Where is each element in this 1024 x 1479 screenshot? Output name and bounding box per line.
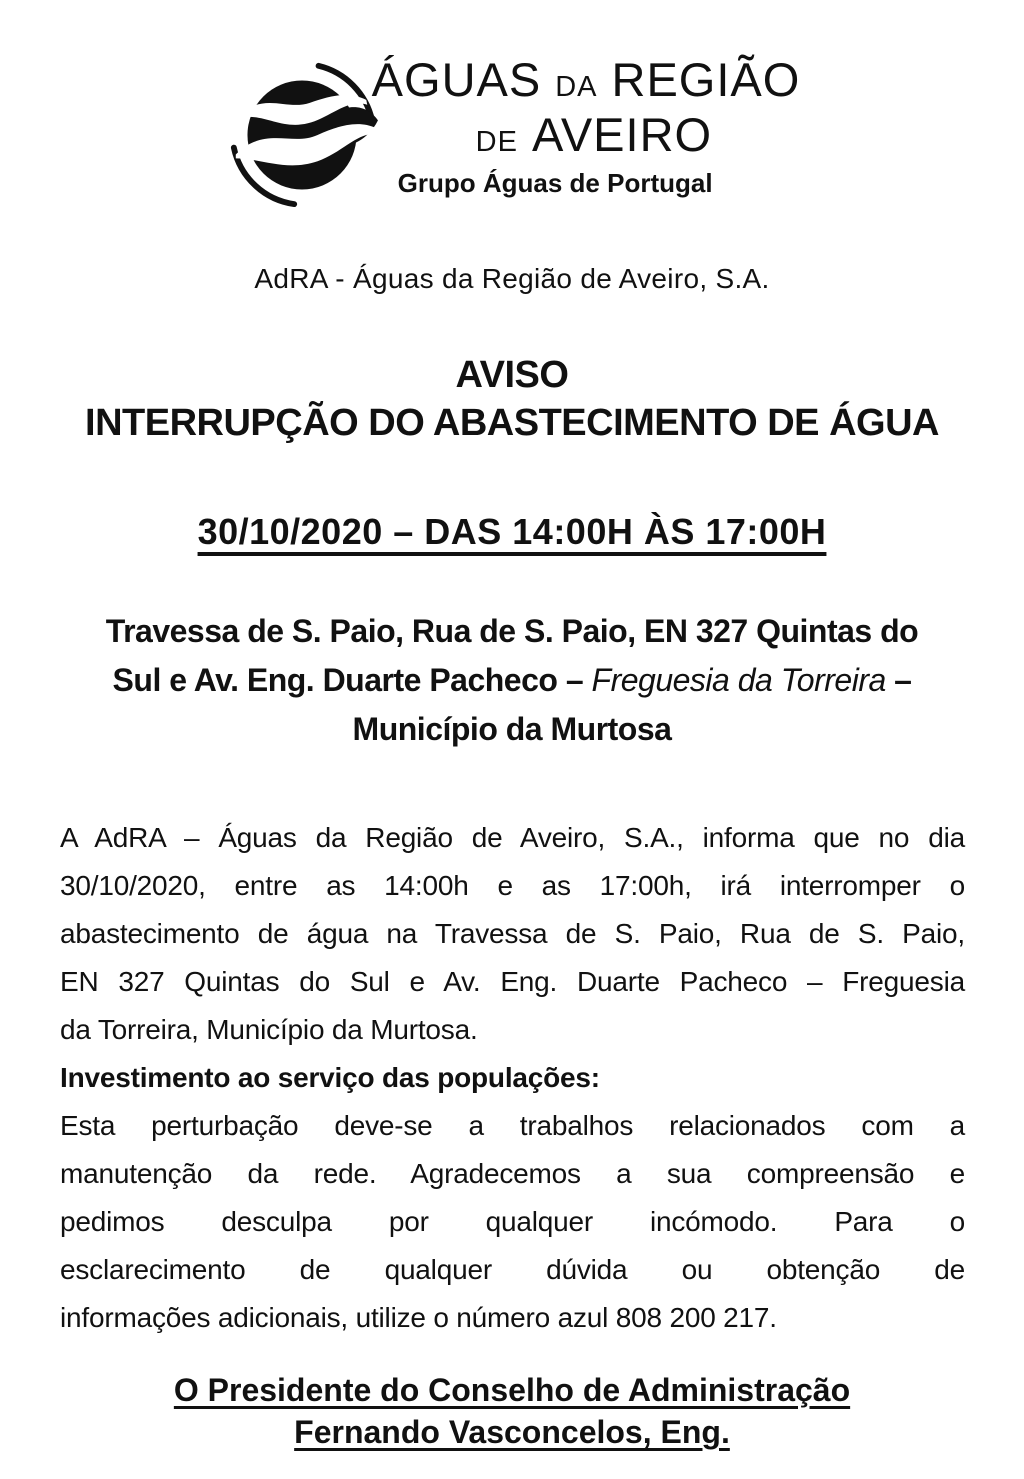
body-line: 30/10/2020, entre as 14:00h e as 17:00h, irá interromper o: [60, 870, 965, 901]
company-name-line: AdRA - Águas da Região de Aveiro, S.A.: [254, 263, 770, 294]
location-line1: Travessa de S. Paio, Rua de S. Paio, EN 327 Quintas do: [105, 613, 919, 649]
notice-title-line2: INTERRUPÇÃO DO ABASTECIMENTO DE ÁGUA: [85, 402, 939, 444]
brand-line-1: [371, 53, 801, 106]
body-subheading: Investimento ao serviço das populações:: [60, 1062, 600, 1093]
interruption-schedule: [0, 511, 1024, 553]
body-line: Esta perturbação deve-se a trabalhos relacionados com a: [60, 1110, 965, 1141]
brand-de: DE: [475, 126, 518, 158]
schedule-text: 30/10/2020 – DAS 14:00H ÀS 17:00H: [197, 511, 827, 552]
brand-line-2: [475, 108, 801, 161]
notice-title-line1: AVISO: [455, 354, 569, 396]
notice-body: [0, 814, 1024, 1342]
brand-aguas: ÁGUAS: [371, 53, 542, 106]
body-line: abastecimento de água na Travessa de S. Paio, Rua de S. Paio,: [60, 918, 965, 949]
signature-name: Fernando Vasconcelos, Eng.: [294, 1414, 730, 1450]
brand-aveiro: AVEIRO: [531, 108, 713, 161]
brand-regiao: REGIÃO: [611, 53, 801, 106]
signature-block: [0, 1370, 1024, 1452]
location-line2-pre: Sul e Av. Eng. Duarte Pacheco –: [112, 662, 592, 698]
body-line: A AdRA – Águas da Região de Aveiro, S.A., informa que no dia: [60, 822, 965, 853]
location-line2-post: –: [885, 662, 912, 698]
brand-da: DA: [555, 71, 598, 103]
water-waves-circle-icon: [224, 60, 380, 213]
body-line: EN 327 Quintas do Sul e Av. Eng. Duarte Pacheco – Freguesia: [60, 966, 965, 997]
body-line: esclarecimento de qualquer dúvida ou obtenção de: [60, 1254, 965, 1285]
affected-location: [0, 607, 1024, 754]
body-line: manutenção da rede. Agradecemos a sua compreensão e: [60, 1158, 965, 1189]
location-line2: [0, 656, 1024, 705]
location-line3: Município da Murtosa: [352, 711, 672, 747]
logo-wordmark: [371, 53, 801, 199]
signature-role: O Presidente do Conselho de Administração: [173, 1372, 851, 1408]
body-line: informações adicionais, utilize o número azul 808 200 217.: [60, 1302, 777, 1333]
company-logo: [0, 53, 1024, 213]
body-line: da Torreira, Município da Murtosa.: [60, 1014, 478, 1045]
logo-group-tagline: Grupo Águas de Portugal: [397, 168, 713, 198]
body-line: pedimos desculpa por qualquer incómodo. Para o: [60, 1206, 965, 1237]
location-freguesia: Freguesia da Torreira: [591, 662, 886, 698]
notice-title: [0, 351, 1024, 447]
